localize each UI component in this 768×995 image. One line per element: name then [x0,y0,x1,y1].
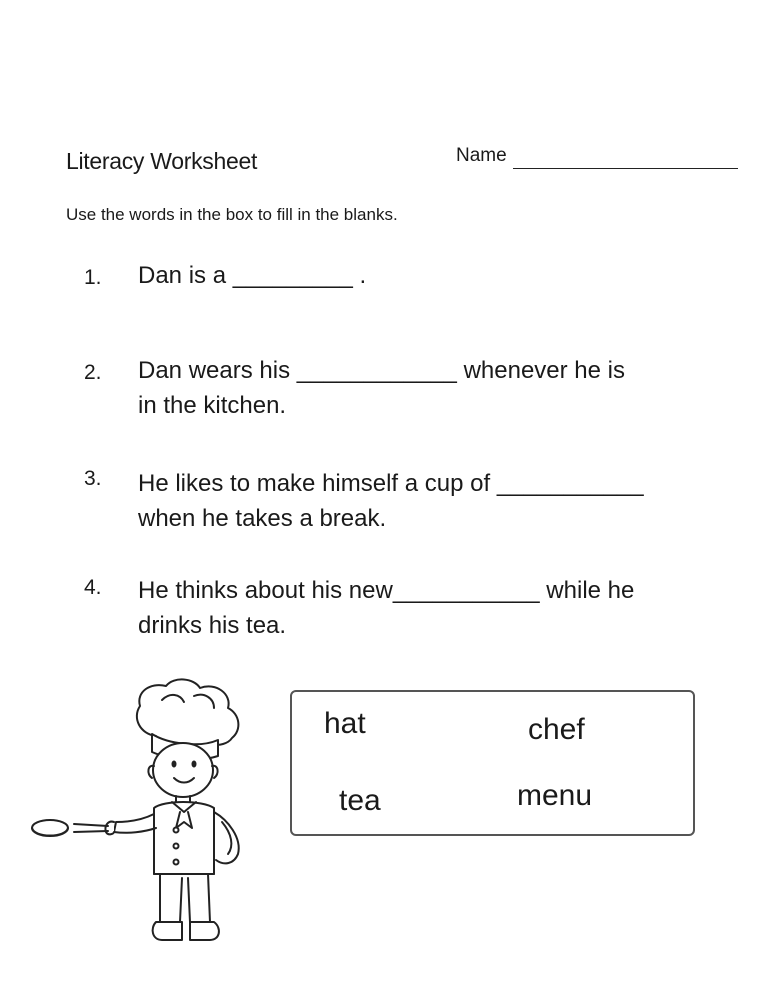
question-4-number: 4. [84,576,102,599]
worksheet-title: Literacy Worksheet [66,148,258,174]
instructions: Use the words in the box to fill in the blanks. [66,205,398,224]
question-2-line-2: in the kitchen. [138,392,287,419]
name-blank-line[interactable] [513,168,738,169]
question-3-line-1: He likes to make himself a cup of ___________ [138,470,644,497]
question-2-number: 2. [84,361,102,384]
word-menu: menu [517,779,593,812]
word-tea: tea [339,784,381,817]
question-3-line-2: when he takes a break. [138,505,387,532]
question-2-line-1: Dan wears his ____________ whenever he is [138,357,625,384]
question-3-number: 3. [84,467,102,490]
question-1-text: Dan is a _________ . [138,262,367,289]
question-4-line-2: drinks his tea. [138,612,287,639]
name-label: Name [456,145,507,166]
word-chef: chef [528,713,585,746]
question-1-number: 1. [84,266,102,289]
chef-illustration-icon [28,678,268,953]
question-4-line-1: He thinks about his new___________ while he [138,577,635,604]
word-hat: hat [324,707,366,740]
